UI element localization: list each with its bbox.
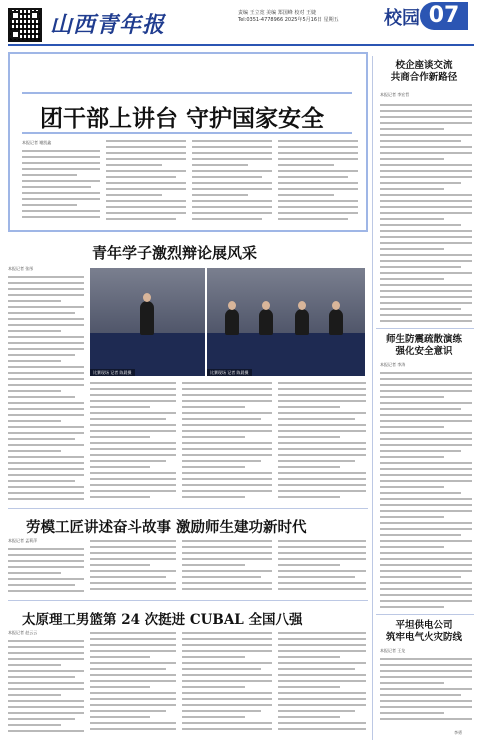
sidebar2-author: 本报记者 李涛 [380, 362, 406, 367]
labor-body-col2 [90, 540, 176, 596]
masthead-info [238, 10, 386, 24]
labor-headline: 劳模工匠讲述奋斗故事 激励师生建功新时代 [26, 519, 307, 536]
sidebar3-title [372, 620, 476, 644]
sidebar2-title [372, 334, 476, 358]
debate-body-col4 [278, 382, 366, 502]
sidebar3-body [380, 658, 472, 726]
sidebar3-signoff: 李勇 [454, 730, 462, 735]
cuba-headline: 太原理工男篮第 24 次挺进 CUBAL 全国八强 [22, 612, 303, 628]
lead-body-col2 [106, 140, 186, 226]
divider [8, 508, 368, 509]
cuba-body-col1 [8, 640, 84, 736]
debate-body-col1 [8, 276, 84, 506]
lead-author: 本报记者 谢凯鑫 [22, 140, 52, 145]
cuba-author: 本报记者 赵云云 [8, 630, 38, 635]
sidebar2-title-line1: 师生防震疏散演练 [385, 334, 462, 345]
lead-headline: 团干部上讲台 守护国家安全 [40, 105, 325, 132]
section-title: 校园 [384, 8, 420, 29]
sidebar3-title-line2: 筑牢电气火灾防线 [385, 632, 462, 643]
photo-caption: 比赛现场 记者 陈晨摄 [90, 369, 135, 376]
qr-code-icon [8, 8, 42, 42]
divider [376, 614, 474, 615]
contact-date: Tel:0351-4778966 2025年5月16日 星期五 [238, 17, 339, 23]
lead-body-col3 [192, 140, 272, 226]
sidebar1-title-line2: 共商合作新路径 [390, 72, 458, 83]
cuba-body-col3 [182, 632, 272, 736]
sidebar2-body [380, 372, 472, 614]
sidebar2-title-line2: 强化安全意识 [395, 346, 453, 357]
lead-body-col1 [22, 150, 100, 226]
debate-author: 本报记者 张彤 [8, 266, 34, 271]
masthead-rule [8, 44, 474, 46]
debate-headline: 青年学子激烈辩论展风采 [92, 244, 258, 262]
divider [22, 132, 352, 134]
debate-photo-2 [207, 268, 365, 376]
divider [22, 92, 352, 94]
sidebar1-body [380, 104, 472, 330]
photo-caption: 比赛现场 记者 陈晨摄 [207, 369, 252, 376]
sidebar3-title-line1: 平坦供电公司 [395, 620, 453, 631]
sidebar1-title-line1: 校企座谈交流 [395, 60, 453, 71]
sidebar1-title [372, 60, 476, 84]
debate-body-col2 [90, 382, 176, 502]
labor-body-col3 [182, 540, 272, 596]
cuba-body-col4 [278, 632, 366, 736]
debate-photo-1 [90, 268, 205, 376]
editor-credits: 责编 王立宽 美编 郑国峰 校对 王婕 [238, 10, 316, 16]
divider [8, 600, 368, 601]
debate-body-col3 [182, 382, 272, 502]
page-number-badge: 07 [420, 2, 468, 30]
labor-body-col4 [278, 540, 366, 596]
labor-body-col1 [8, 548, 84, 596]
labor-author: 本报记者 孟莉萍 [8, 538, 38, 543]
lead-body-col4 [278, 140, 358, 226]
sidebar3-author: 本报记者 王龙 [380, 648, 406, 653]
cuba-body-col2 [90, 632, 176, 736]
divider [376, 328, 474, 329]
sidebar1-author: 本报记者 李宏哲 [380, 92, 410, 97]
paper-logo: 山西青年报 [50, 12, 166, 38]
